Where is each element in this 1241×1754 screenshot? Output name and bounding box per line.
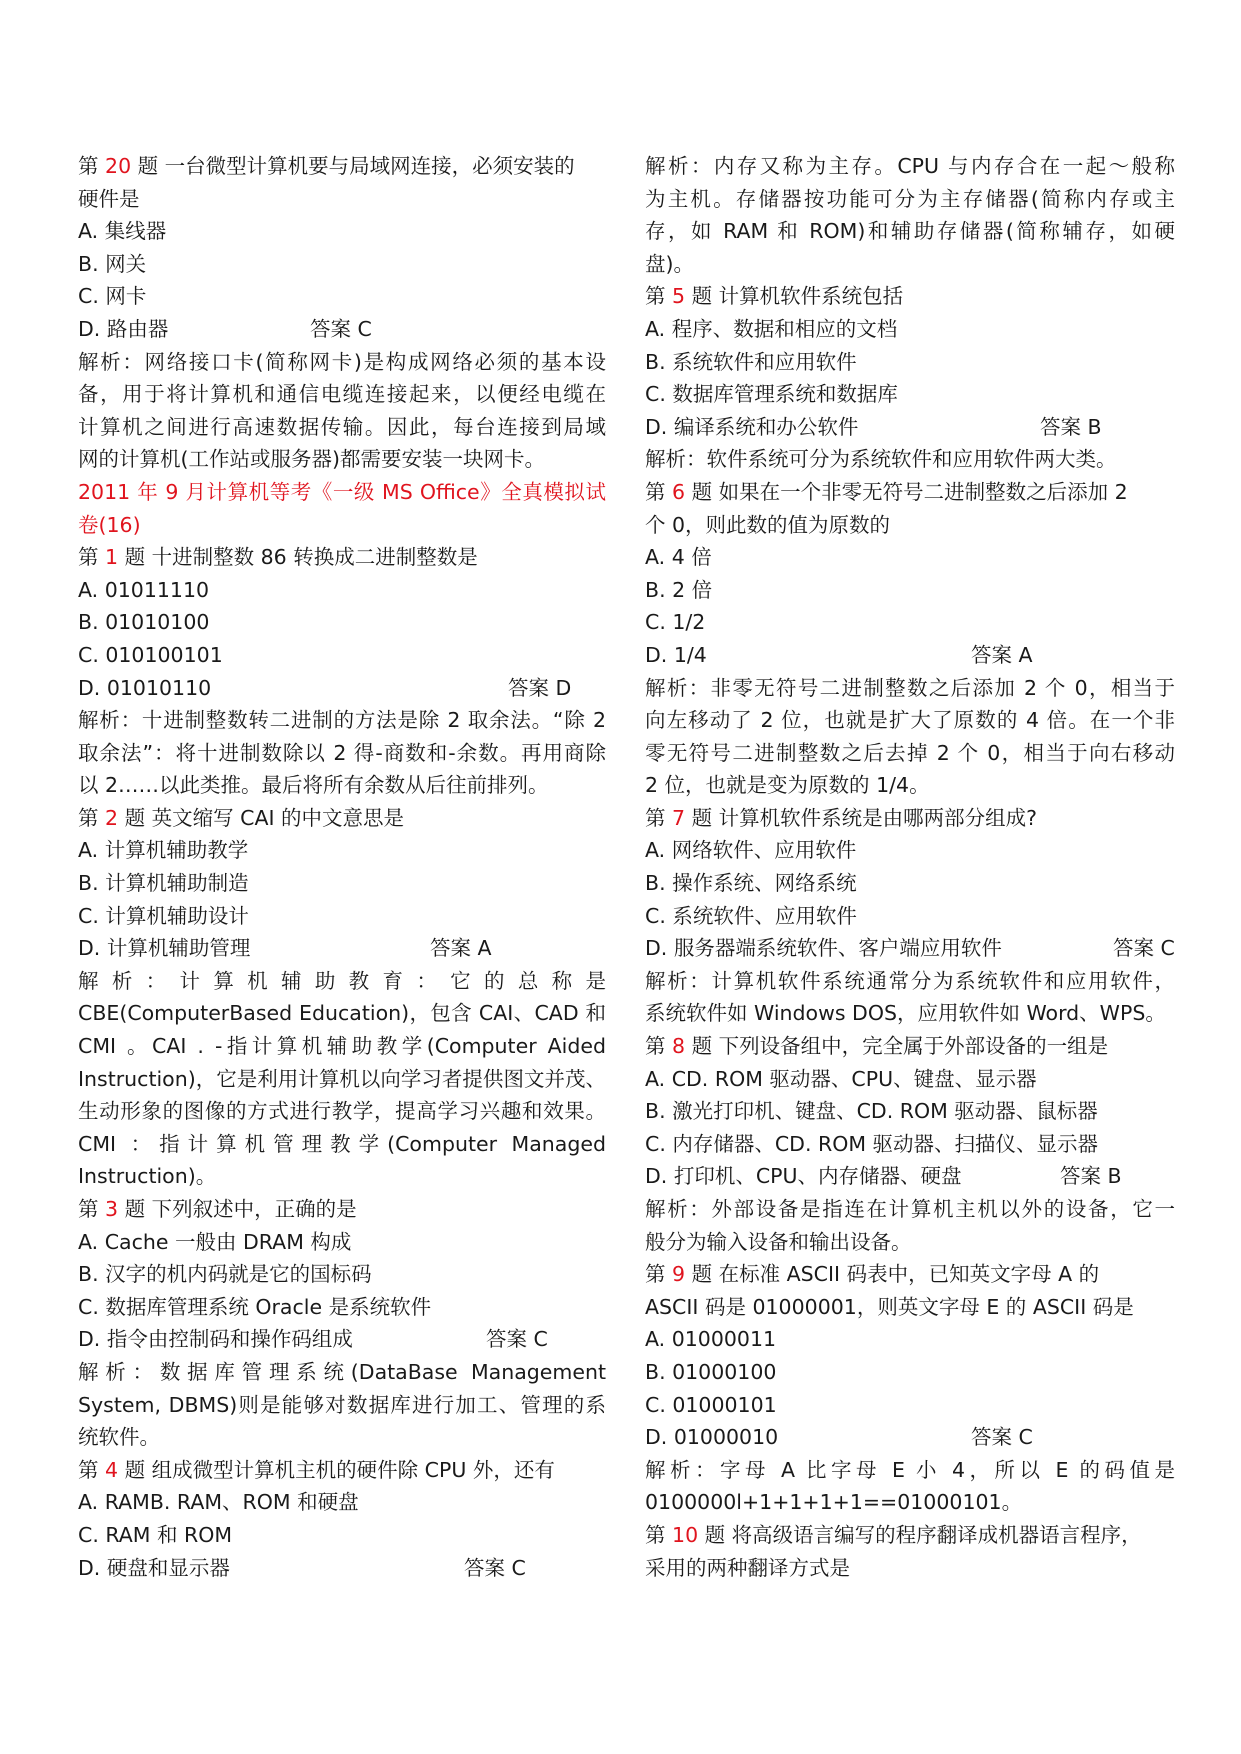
analysis-line: Instruction)。 [78,1164,217,1189]
analysis-line: 0100000l+1+1+1+1==01000101。 [645,1490,1023,1515]
option-c: C. 系统软件、应用软件 [645,903,857,928]
option-ab: A. RAMB. RAM、ROM 和硬盘 [78,1490,359,1515]
analysis-line: 解析：计算机软件系统通常分为系统软件和应用软件， [645,968,1175,993]
answer-label: 答案 C [464,1555,526,1580]
option-c: C. 010100101 [78,642,223,667]
exam-title-cont: 卷(16) [78,512,141,537]
option-d: D. 打印机、CPU、内存储器、硬盘 答案 B [645,1160,1175,1193]
analysis-line: 系统软件如 Windows DOS，应用软件如 Word、WPS。 [645,1001,1166,1026]
analysis-line: 统软件。 [78,1425,160,1450]
analysis-line: 备，用于将计算机和通信电缆连接起来，以便经电缆在 [78,382,606,407]
option-a: A. 4 倍 [645,545,712,570]
analysis-line: 解析：软件系统可分为系统软件和应用软件两大类。 [645,447,1117,472]
question-6-title: 第 6 题 如果在一个非零无符号二进制整数之后添加 2 [645,479,1128,504]
answer-label: 答案 A [971,642,1033,667]
analysis-line: 解析：网络接口卡(简称网卡)是构成网络必须的基本设 [78,349,606,374]
analysis-line: 零无符号二进制整数之后去掉 2 个 0，相当于向右移动 [645,740,1175,765]
option-a: A. 01000011 [645,1327,777,1352]
question-8-title: 第 8 题 下列设备组中，完全属于外部设备的一组是 [645,1034,1109,1059]
analysis-line: CMI 。CAI . -指计算机辅助教学(Computer Aided [78,1034,606,1059]
option-a: A. 计算机辅助教学 [78,838,249,863]
question-7-title: 第 7 题 计算机软件系统是由哪两部分组成? [645,805,1038,830]
option-d: D. 指令由控制码和操作码组成 答案 C [78,1323,606,1356]
question-3-title: 第 3 题 下列叙述中，正确的是 [78,1197,357,1221]
option-c: C. 1/2 [645,610,706,635]
analysis-line: 为主机。存储器按功能可分为主存储器(简称内存或主 [645,186,1175,211]
option-d: D. 1/4 答案 A [645,639,1175,672]
question-6-title-cont: 个 0，则此数的值为原数的 [645,512,891,537]
option-b: B. 激光打印机、键盘、CD. ROM 驱动器、鼠标器 [645,1099,1098,1124]
answer-label: 答案 A [430,936,492,961]
option-c: C. 数据库管理系统和数据库 [645,382,898,407]
analysis-line: 向左移动了 2 位，也就是扩大了原数的 4 倍。在一个非 [645,708,1175,733]
answer-label: 答案 C [486,1327,548,1352]
question-2-title: 第 2 题 英文缩写 CAI 的中文意思是 [78,805,405,830]
analysis-line: CMI ：指计算机管理教学(Computer Managed [78,1131,606,1156]
option-d: D. 硬盘和显示器 答案 C [78,1552,606,1585]
answer-label: 答案 D [508,675,572,700]
analysis-line: 解析：十进制整数转二进制的方法是除 2 取余法。“除 2 [78,708,606,733]
answer-label: 答案 C [971,1425,1033,1450]
answer-label: 答案 B [1060,1164,1122,1189]
option-a: A. 程序、数据和相应的文档 [645,316,898,341]
option-b: B. 2 倍 [645,577,713,602]
option-a: A. 01011110 [78,577,210,602]
analysis-line: 取余法”：将十进制数除以 2 得-商数和-余数。再用商除 [78,740,606,765]
question-4-title: 第 4 题 组成微型计算机主机的硬件除 CPU 外，还有 [78,1457,555,1482]
answer-label: 答案 B [1040,414,1102,439]
analysis-line: 以 2……以此类推。最后将所有余数从后往前排列。 [78,773,549,798]
analysis-line: 解析：非零无符号二进制整数之后添加 2 个 0，相当于 [645,675,1175,700]
option-c: C. 01000101 [645,1392,777,1417]
option-d: D. 01010110 答案 D [78,672,606,705]
option-b: B. 系统软件和应用软件 [645,349,857,374]
option-b: B. 网关 [78,251,147,276]
analysis-line: 解析：数据库管理系统(DataBase Management [78,1359,606,1384]
right-column [645,150,1175,1584]
question-10-title-cont: 采用的两种翻译方式是 [645,1555,850,1580]
analysis-line: 盘)。 [645,251,694,276]
analysis-line: 般分为输入设备和输出设备。 [645,1229,912,1254]
option-d: D. 编译系统和办公软件 答案 B [645,411,1175,444]
option-b: B. 计算机辅助制造 [78,871,249,896]
question-5-title: 第 5 题 计算机软件系统包括 [645,284,904,309]
exam-title: 2011 年 9 月计算机等考《一级 MS Office》全真模拟试 [78,479,606,504]
answer-label: 答案 C [310,316,372,341]
analysis-line: System, DBMS)则是能够对数据库进行加工、管理的系 [78,1392,606,1417]
left-column [78,150,606,1584]
answer-label: 答案 C [1113,936,1175,961]
option-d: D. 计算机辅助管理 答案 A [78,932,606,965]
option-d: D. 服务器端系统软件、客户端应用软件 答案 C [645,932,1175,965]
option-c: C. 计算机辅助设计 [78,903,249,928]
question-10-title: 第 10 题 将高级语言编写的程序翻译成机器语言程序， [645,1522,1142,1547]
option-d: D. 01000010 答案 C [645,1421,1175,1454]
analysis-line: Instruction)，它是利用计算机以向学习者提供图文并茂、 [78,1066,606,1091]
option-a: A. 集线器 [78,219,167,244]
option-b: B. 01000100 [645,1359,777,1384]
option-a: A. 网络软件、应用软件 [645,838,857,863]
analysis-line: 2 位，也就是变为原数的 1/4。 [645,773,930,798]
option-b: B. 操作系统、网络系统 [645,871,857,896]
option-b: B. 汉字的机内码就是它的国标码 [78,1262,372,1287]
option-a: A. CD. ROM 驱动器、CPU、键盘、显示器 [645,1066,1037,1091]
option-a: A. Cache 一般由 DRAM 构成 [78,1229,352,1254]
analysis-line: 解析：内存又称为主存。CPU 与内存合在一起～般称 [645,154,1175,178]
analysis-line: 计算机之间进行高速数据传输。因此，每台连接到局域 [78,414,606,439]
question-9-title: 第 9 题 在标准 ASCII 码表中，已知英文字母 A 的 [645,1262,1100,1287]
question-20-title: 第 20 题 一台微型计算机要与局域网连接，必须安装的 [78,154,575,178]
option-b: B. 01010100 [78,610,210,635]
option-d: D. 路由器 答案 C [78,313,606,346]
option-c: C. 网卡 [78,284,147,309]
question-20-title-cont: 硬件是 [78,186,140,211]
analysis-line: 解析：字母 A 比字母 E 小 4，所以 E 的码值是 [645,1457,1175,1482]
question-9-title-cont: ASCII 码是 01000001，则英文字母 E 的 ASCII 码是 [645,1294,1134,1319]
question-1-title: 第 1 题 十进制整数 86 转换成二进制整数是 [78,545,478,570]
analysis-line: 解析：计算机辅助教育：它的总称是 [78,968,606,993]
option-c: C. 内存储器、CD. ROM 驱动器、扫描仪、显示器 [645,1131,1099,1156]
analysis-line: 网的计算机(工作站或服务器)都需要安装一块网卡。 [78,447,545,472]
analysis-line: 解析：外部设备是指连在计算机主机以外的设备，它一 [645,1197,1175,1221]
analysis-line: 生动形象的图像的方式进行教学，提高学习兴趣和效果。 [78,1099,606,1124]
analysis-line: CBE(ComputerBased Education)，包含 CAI、CAD 和 [78,1001,606,1026]
analysis-line: 存，如 RAM 和 ROM)和辅助存储器(简称辅存，如硬 [645,219,1175,244]
option-c: C. RAM 和 ROM [78,1522,233,1547]
option-c: C. 数据库管理系统 Oracle 是系统软件 [78,1294,432,1319]
